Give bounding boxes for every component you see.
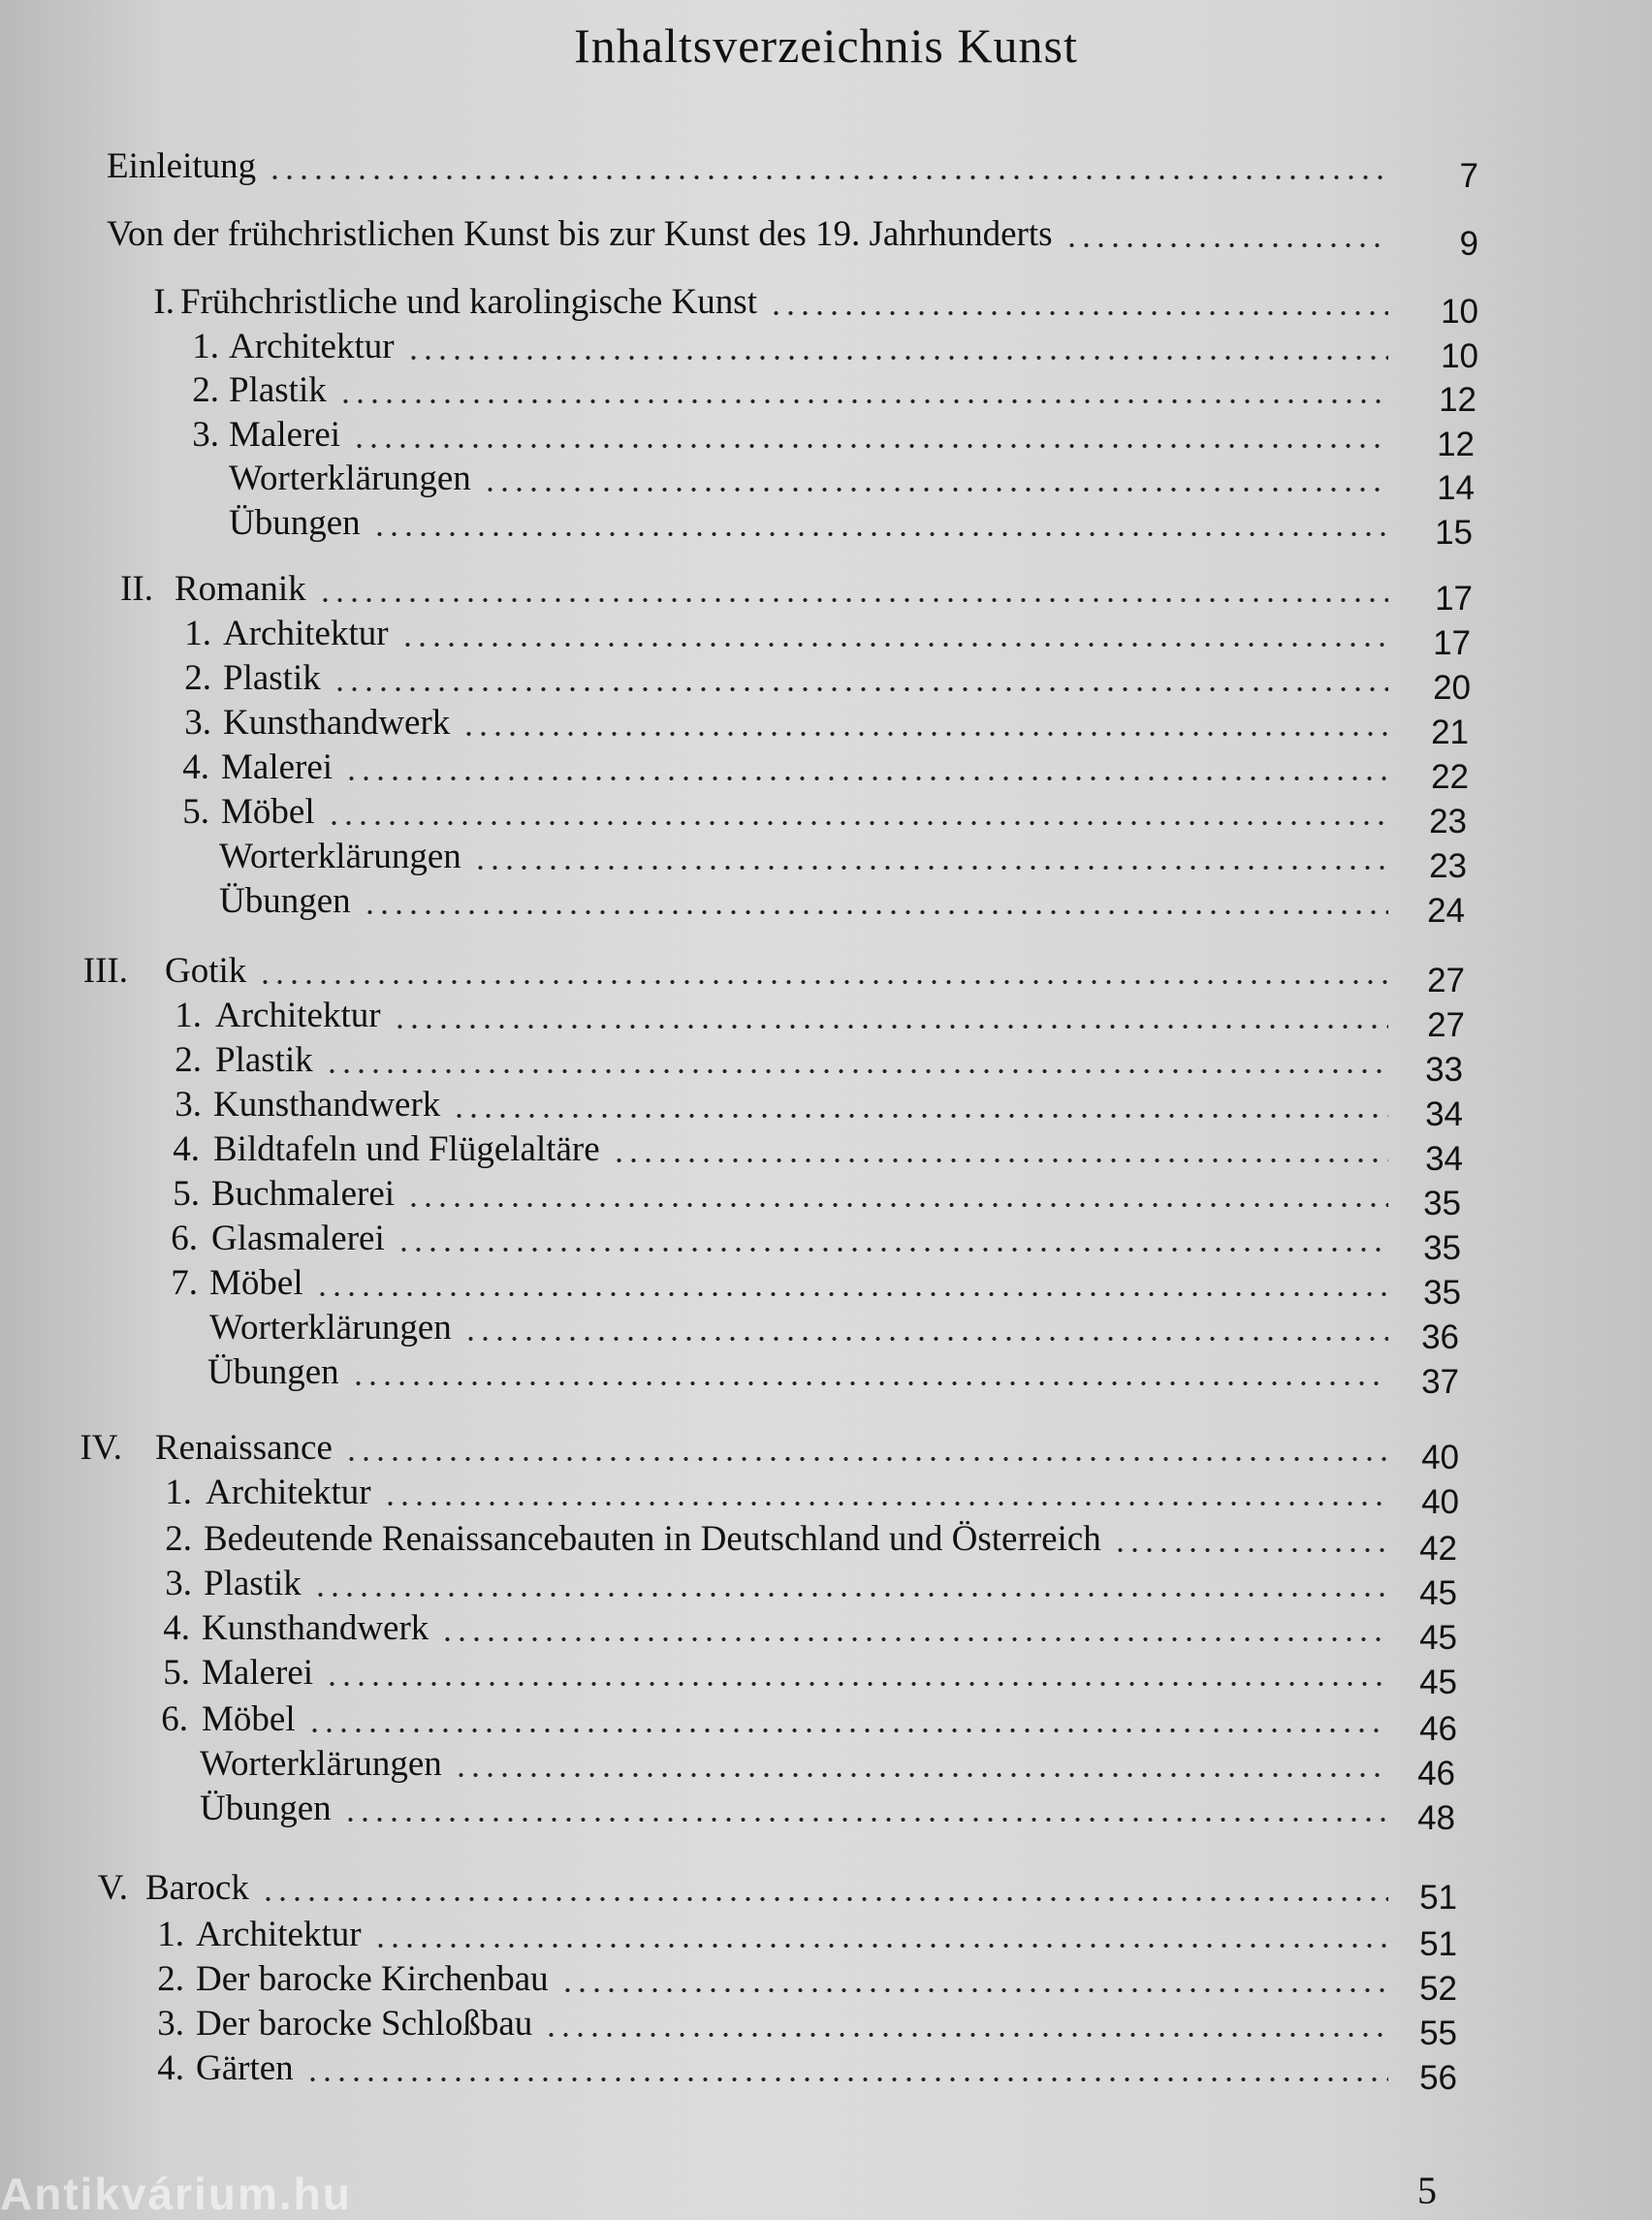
toc-entry-label: Möbel [209,1263,303,1303]
toc-entry-page: 17 [1433,624,1471,662]
toc-entry-number: 6. [161,1699,188,1739]
toc-entry-number: II. [120,569,153,609]
toc-leader-dots [397,1247,1388,1253]
toc-entry-label: Übungen [207,1352,339,1392]
toc-entry-number: 1. [184,614,211,653]
toc-entry-label: Der barocke Schloßbau [196,2004,533,2044]
toc-leader-dots [325,1681,1388,1687]
toc-leader-dots [1064,242,1388,248]
toc-entry [0,1427,1652,1476]
toc-entry [0,1914,1652,1963]
toc-leader-dots [313,1592,1388,1598]
toc-leader-dots [372,531,1388,537]
toc-entry-page: 36 [1421,1318,1459,1356]
toc-entry [0,1652,1652,1701]
toc-entry-number: 2. [175,1040,202,1080]
toc-entry-number: 3. [192,415,219,455]
toc-entry-number: 4. [157,2048,184,2088]
toc-entry [0,213,1652,263]
toc-entry-label: Bedeutende Renaissancebauten in Deutschland und Österreich [204,1519,1101,1559]
toc-entry-number: 1. [175,996,202,1035]
toc-leader-dots [473,865,1388,871]
toc-entry-number: 2. [157,1959,184,1999]
toc-entry-label: Möbel [221,792,315,832]
toc-entry-page: 52 [1419,1970,1457,2008]
toc-leader-dots [338,398,1388,404]
toc-leader-dots [333,686,1388,692]
toc-entry-page: 42 [1419,1530,1457,1568]
toc-entry-label: Gotik [165,951,247,991]
toc-entry-label: Plastik [204,1564,302,1603]
toc-entry-label: Plastik [223,658,321,698]
toc-entry-page: 10 [1441,293,1478,331]
toc-entry [0,1307,1652,1356]
toc-entry-page: 40 [1421,1439,1459,1476]
toc-entry-number: 4. [163,1608,190,1648]
toc-entry-page: 56 [1419,2059,1457,2097]
toc-leader-dots [544,2032,1388,2038]
toc-leader-dots [452,1113,1388,1119]
toc-leader-dots [344,1456,1388,1462]
toc-entry-page: 51 [1419,1879,1457,1917]
toc-leader-dots [373,1943,1388,1949]
toc-entry [0,145,1652,195]
toc-entry [0,568,1652,618]
toc-leader-dots [351,1380,1388,1386]
toc-entry [0,458,1652,507]
toc-leader-dots [400,642,1388,648]
toc-leader-dots [612,1158,1388,1163]
toc-entry-number: 5. [163,1653,190,1693]
toc-entry-page: 45 [1419,1574,1457,1612]
toc-entry [0,791,1652,840]
toc-entry-number: 7. [171,1263,198,1303]
toc-entry-label: Möbel [202,1699,296,1739]
toc-entry-number: I. [153,282,175,322]
toc-entry-page: 15 [1435,514,1473,552]
toc-leader-dots [454,1772,1388,1778]
toc-entry-label: Architektur [206,1473,371,1512]
toc-entry-label: Plastik [215,1040,313,1080]
toc-entry-page: 27 [1427,1006,1465,1044]
toc-entry-page: 10 [1441,337,1478,375]
toc-leader-dots [483,487,1388,492]
toc-entry-label: Renaissance [155,1428,333,1468]
toc-entry-number: 3. [184,703,211,743]
watermark: Antikvárium.hu [0,2169,352,2219]
toc-entry-page: 55 [1419,2014,1457,2052]
toc-entry [0,326,1652,375]
toc-entry-number: III. [82,951,128,991]
toc-entry-page: 14 [1437,469,1475,507]
toc-entry-label: Frühchristliche und karolingische Kunst [180,282,757,322]
toc-entry [0,1084,1652,1133]
toc-entry [0,281,1652,331]
toc-entry-label: Romanik [175,569,306,609]
toc-entry-page: 12 [1437,426,1475,463]
toc-entry-label: Kunsthandwerk [213,1085,441,1125]
toc-entry-page: 46 [1419,1710,1457,1748]
toc-entry [0,1039,1652,1089]
toc-entry [0,502,1652,552]
toc-leader-dots [383,1501,1388,1506]
toc-entry [0,1743,1652,1792]
toc-entry-label: Übungen [219,881,351,921]
toc-entry-label: Barock [145,1868,249,1908]
toc-entry [0,369,1652,419]
toc-entry-number: 1. [192,327,219,366]
toc-entry-number: 5. [173,1174,200,1214]
toc-entry-page: 35 [1423,1229,1461,1267]
toc-entry-page: 37 [1421,1363,1459,1401]
toc-leader-dots [305,2077,1388,2082]
toc-leader-dots [440,1636,1388,1642]
toc-leader-dots [268,174,1388,180]
toc-entry [0,1518,1652,1568]
toc-entry-label: Übungen [229,503,361,543]
toc-entry [0,2003,1652,2052]
toc-entry-number: 5. [182,792,209,832]
toc-entry [0,1867,1652,1917]
toc-entry-label: Bildtafeln und Flügelaltäre [213,1129,600,1169]
toc-entry-label: Malerei [229,415,341,455]
toc-entry-page: 46 [1417,1755,1455,1792]
toc-leader-dots [406,355,1388,361]
toc-entry-page: 35 [1423,1274,1461,1312]
toc-entry-label: Kunsthandwerk [223,703,451,743]
toc-entry-page: 23 [1429,803,1467,840]
toc-entry-label: Von der frühchristlichen Kunst bis zur Kunst des 19. Jahrhunderts [107,214,1053,254]
toc-entry-number: 1. [157,1915,184,1954]
toc-entry [0,1788,1652,1837]
toc-entry [0,746,1652,796]
toc-entry-page: 35 [1423,1185,1461,1222]
toc-entry-label: Malerei [221,747,334,787]
toc-entry [0,1128,1652,1178]
toc-entry-label: Plastik [229,370,327,410]
toc-entry-label: Einleitung [107,146,257,186]
toc-entry-label: Malerei [202,1653,314,1693]
toc-leader-dots [461,731,1388,737]
toc-entry-page: 7 [1459,157,1478,195]
toc-entry-number: 3. [165,1564,192,1603]
toc-entry [0,1607,1652,1657]
toc-entry-page: 40 [1421,1483,1459,1521]
toc-entry [0,702,1652,751]
toc-entry-number: 1. [165,1473,192,1512]
toc-entry-label: Architektur [196,1915,362,1954]
toc-entry-label: Glasmalerei [211,1219,385,1258]
toc-leader-dots [307,1728,1388,1733]
toc-entry [0,836,1652,885]
toc-leader-dots [1113,1547,1388,1553]
toc-leader-dots [258,979,1388,985]
toc-entry-label: Worterklärungen [229,459,471,498]
toc-entry [0,657,1652,707]
toc-entry-label: Architektur [229,327,395,366]
toc-entry-page: 51 [1419,1925,1457,1963]
toc-entry-number: 3. [157,2004,184,2044]
toc-leader-dots [406,1202,1388,1208]
toc-entry-number: 4. [182,747,209,787]
toc-entry-page: 21 [1431,714,1469,751]
toc-entry-page: 34 [1425,1140,1463,1178]
toc-entry-label: Buchmalerei [211,1174,396,1214]
toc-leader-dots [318,597,1388,603]
toc-entry-number: IV. [79,1428,122,1468]
toc-entry-page: 22 [1431,758,1469,796]
toc-entry-number: 2. [184,658,211,698]
toc-leader-dots [769,310,1388,316]
toc-leader-dots [363,909,1388,915]
toc-leader-dots [560,1987,1388,1993]
toc-leader-dots [325,1068,1388,1074]
toc-entry-number: V. [97,1868,128,1908]
toc-entry [0,995,1652,1044]
toc-entry-page: 9 [1459,225,1478,263]
toc-entry-label: Worterklärungen [209,1308,452,1348]
toc-leader-dots [463,1336,1388,1342]
toc-entry-label: Gärten [196,2048,294,2088]
toc-entry-number: 2. [192,370,219,410]
toc-entry [0,950,1652,999]
toc-entry-page: 12 [1439,381,1477,419]
toc-leader-dots [315,1291,1388,1297]
toc-entry-label: Architektur [215,996,381,1035]
toc-leader-dots [393,1024,1388,1030]
toc-entry-page: 33 [1425,1051,1463,1089]
toc-entry [0,414,1652,463]
toc-entry [0,1262,1652,1312]
toc-entry [0,613,1652,662]
toc-entry [0,1958,1652,2008]
toc-entry [0,1472,1652,1521]
toc-entry-page: 17 [1435,580,1473,618]
toc-entry-page: 20 [1433,669,1471,707]
toc-entry-label: Kunsthandwerk [202,1608,429,1648]
toc-leader-dots [343,1817,1388,1823]
toc-entry-label: Worterklärungen [219,837,461,876]
toc-entry-page: 24 [1427,892,1465,930]
toc-entry [0,2047,1652,2097]
toc-entry-number: 3. [175,1085,202,1125]
toc-entry-page: 34 [1425,1095,1463,1133]
toc-entry-label: Der barocke Kirchenbau [196,1959,549,1999]
toc-entry-page: 45 [1419,1664,1457,1701]
toc-entry-page: 27 [1427,962,1465,999]
toc-leader-dots [352,443,1388,449]
toc-entry [0,880,1652,930]
page-number: 5 [1417,2169,1437,2212]
toc-entry-number: 6. [171,1219,198,1258]
toc-entry-number: 4. [173,1129,200,1169]
toc-entry [0,1173,1652,1222]
toc-leader-dots [261,1896,1388,1902]
toc-entry-page: 45 [1419,1619,1457,1657]
toc-entry [0,1351,1652,1401]
toc-leader-dots [344,776,1388,781]
toc-entry-number: 2. [165,1519,192,1559]
toc-entry [0,1218,1652,1267]
toc-entry-label: Architektur [223,614,389,653]
toc-entry-page: 23 [1429,847,1467,885]
toc-entry-label: Worterklärungen [200,1744,442,1784]
toc-entry [0,1563,1652,1612]
toc-entry [0,1698,1652,1748]
toc-leader-dots [327,820,1388,826]
page-title: Inhaltsverzeichnis Kunst [574,18,1078,73]
toc-entry-page: 48 [1417,1799,1455,1837]
toc-entry-label: Übungen [200,1789,332,1828]
